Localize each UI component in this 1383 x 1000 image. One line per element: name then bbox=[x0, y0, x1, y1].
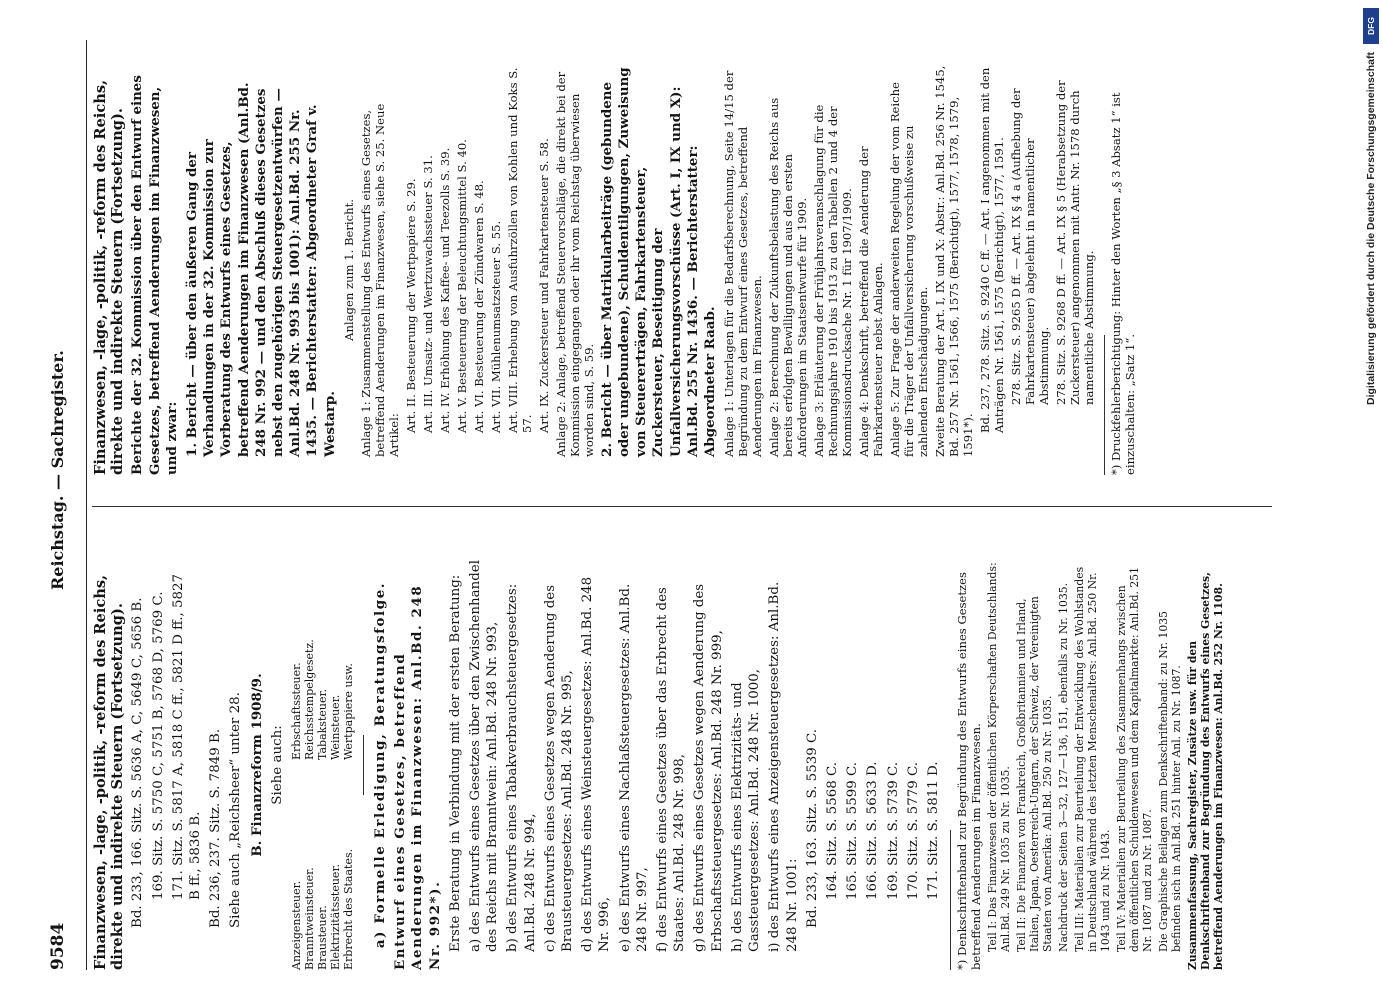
sitz-ref: 164. Sitz. S. 5568 C. bbox=[824, 761, 840, 900]
footnote-line: Teil III: Materialien zur Beurteilung der Entwicklung des Wohlstandes in Deutschland während des letzten Menschenalters: Anl.Bd. 250 Nr. 1043 und zu Nr. 1043. bbox=[1073, 566, 1113, 952]
siehe-item: Brausteuer. bbox=[316, 905, 330, 970]
list-item: b) des Entwurfs eines Tabakverbrauchsteuergesetzes: Anl.Bd. 248 Nr. 994, bbox=[505, 583, 538, 952]
sitz-ref: 170. Sitz. S. 5779 C. bbox=[905, 761, 921, 900]
section-b-heading: B. Finanzreform 1908/9. bbox=[248, 673, 265, 857]
list-item: a) des Entwurfs eines Gesetzes über den Zwischenhandel des Reichs mit Branntwein: Anl.Bd. 248 Nr. 993, bbox=[468, 560, 501, 952]
anlage-line: Art. VII. Mühlenumsatzsteuer S. 55. bbox=[488, 220, 503, 433]
footnote-line: Teil II: Die Finanzen von Frankreich, Großbritannien und Irland, Italien, Japan, Oesterreich-Ungarn, der Schweiz, der Vereinigten Staaten von Amerika: Anl.Bd. 250 zu Nr. 1035. bbox=[1015, 596, 1055, 952]
anlage-line: Anlage 3: Erläuterung der Frühjahrsveranschlagung für die Rechnungsjahre 1910 bis 1913 zu den Tabellen 2 und 4 der Kommissionsdrucksache Nr. 1 für 1907/1909. bbox=[812, 104, 855, 457]
sitz-ref: 169. Sitz. S. 5739 C. bbox=[885, 761, 901, 900]
sitz-ref: 166. Sitz. S. 5633 D. bbox=[865, 761, 881, 900]
sitz-ref: 171. Sitz. S. 5811 D. bbox=[925, 761, 941, 900]
anlage-line: Art. IV. Erhöhung des Kaffee- und Teezolls S. 39. bbox=[437, 147, 452, 433]
siehe-item: Weinsteuer. bbox=[329, 694, 343, 760]
siehe-item: Wertpapiere usw. bbox=[342, 663, 356, 760]
siehe-item: Erbschaftssteuer. bbox=[290, 662, 304, 760]
anlage-line: Anlage 2: Anlage, betreffend Steuervorschläge, die direkt bei der Kommission eingegangen oder ihr vom Reichstag überwiesen worden sind, S. 59. bbox=[553, 71, 596, 457]
page-number: 9584 bbox=[48, 922, 68, 970]
anlage-line: Art. VIII. Erhebung von Ausfuhrzöllen von Kohlen und Koks S. 57. bbox=[505, 67, 534, 433]
anlage-line: Anlage 2: Berechnung der Zukunftsbelastung des Reichs aus bereits erfolgten Bewilligungen und aus den ersten Anforderungen im Staatsentwurfe für 1909. bbox=[767, 97, 810, 457]
footnote-line: Zusammenfassung, Sachregister, Zusätze usw. für den Denkschriftenband zur Begründung des Entwurfs eines Gesetzes, betreffend Aenderungen im Finanzwesen: Anl.Bd. 252 Nr. 1108. bbox=[1186, 572, 1226, 970]
zweite-ref: 278. Sitz. S. 9268 D ff. — Art. IX § 5 (Herabsetzung der Zuckersteuer) angenommen mit Antr. Nr. 1578 durch namentliche Abstimmung. bbox=[1054, 80, 1097, 405]
right-footnote: *) Druckfehlerberichtigung: Hinter den Worten „§ 3 Absatz 1“ ist einzuschalten: „Satz 1“. bbox=[1109, 92, 1138, 475]
header-rule bbox=[86, 40, 87, 970]
bericht-1: 1. Bericht — über den äußeren Gang der Verhandlungen in der 32. Kommission zur Vorberatung des Entwurfs eines Gesetzes, betreffend Aenderungen im Finanzwesen (Anl.Bd. 248 Nr. 992 — und den Abschluß dieses Gesetzes nebst den zugehörigen Steuergesetzentwürfen — Anl.Bd. 248 Nr. 993 bis 1001): Anl.Bd. 255 Nr. 1435. — Berichterstatter: Abgeordneter Graf v. Westarp. bbox=[184, 82, 338, 457]
anlage-line: Anlage 5: Zur Frage der anderweiten Regelung der vom Reiche für die Träger der Unfallversicherung vorschußweise zu zahlenden Entschädigungen. bbox=[888, 82, 931, 457]
right-column bbox=[92, 65, 1140, 475]
anlage-line: Art. II. Besteuerung der Wertpapiere S. 29. bbox=[403, 178, 418, 433]
siehe-item: Branntweinsteuer. bbox=[303, 867, 317, 970]
left-column bbox=[92, 560, 1228, 970]
ref-line: 169. Sitz. S. 5750 C, 5751 B, 5768 D, 5769 C. bbox=[150, 591, 166, 900]
anlage-line: Art. V. Besteuerung der Beleuchtungsmittel S. 40. bbox=[454, 139, 469, 433]
dfg-logo: DFG bbox=[1363, 8, 1379, 44]
list-item: g) des Entwurfs eines Gesetzes wegen Aenderung des Erbschaftssteuergesetzes: Anl.Bd. 248 Nr. 999, bbox=[692, 583, 725, 952]
anlage-line: Art. III. Umsatz- und Wertzuwachssteuer S. 31. bbox=[420, 155, 435, 433]
footnote-intro: *) Denkschriftenband zur Begründung des Entwurfs eines Gesetzes betreffend Aenderungen im Finanzwesen. bbox=[955, 572, 984, 970]
list-item: i) des Entwurfs eines Anzeigensteuergesetzes: Anl.Bd. 248 Nr. 1001: bbox=[767, 581, 800, 952]
list-item: c) des Entwurfs eines Gesetzes wegen Aenderung des Brausteuergesetzes: Anl.Bd. 248 Nr. 995, bbox=[542, 584, 576, 952]
list-item: h) des Entwurfs eines Elektrizitäts- und Gassteuergesetzes: Anl.Bd. 248 Nr. 1000, bbox=[729, 668, 763, 952]
zweite-ref: Bd. 237, 278. Sitz. S. 9240 C ff. — Art. I angenommen mit den Anträgen Nr. 1561, 1575 (Berichtigt), 1577, 1591. bbox=[978, 67, 1007, 433]
anlage-line: Art. VI. Besteuerung der Zündwaren S. 48. bbox=[471, 180, 486, 433]
anlage-line: Anlage 4: Denkschrift, betreffend die Aenderung der Fahrkartensteuer nebst Anlagen. bbox=[857, 146, 886, 457]
siehe-item: Elektrizitätssteuer. bbox=[329, 864, 343, 970]
footnote-line: Teil IV: Materialien zur Beurteilung des Zusammenhangs zwischen dem öffentlichen Schuldenwesen und dem Kapitalmarkte: Anl.Bd. 251 Nr. 1087 und zu Nr. 1087. bbox=[1115, 567, 1155, 952]
right-heading: Finanzwesen, -lage, -politik, -reform des Reichs, direkte und indirekte Steuern (Fortsetzung). bbox=[92, 79, 127, 475]
column-divider bbox=[92, 506, 1272, 507]
siehe-item: Erbrecht des Staates. bbox=[342, 848, 356, 970]
zweite-ref: 278. Sitz. S. 9265 D ff. — Art. IX § 4 a (Aufhebung der Fahrkartensteuer) abgelehnt in namentlicher Abstimmung. bbox=[1009, 88, 1052, 405]
dfg-credit-text: Digitalisierung gefördert durch die Deutsche Forschungsgemeinschaft bbox=[1365, 52, 1377, 405]
siehe-auch: Siehe auch: bbox=[269, 725, 285, 805]
ref-line: Siehe auch „Reichsheer“ unter 28. bbox=[228, 692, 244, 928]
anlagen-title: Anlagen zum 1. Bericht. bbox=[341, 199, 356, 341]
ref-line: Bd. 233, 166. Sitz. S. 5636 A, C, 5649 C, 5656 B. bbox=[130, 597, 146, 928]
siehe-item: Anzeigensteuer. bbox=[290, 880, 304, 970]
siehe-list bbox=[290, 560, 355, 970]
section-divider bbox=[363, 735, 364, 795]
sitz-ref: Bd. 233, 163. Sitz. S. 5539 C. bbox=[804, 728, 820, 928]
running-title: Reichstag. — Sachregister. bbox=[48, 350, 67, 590]
page-header bbox=[40, 40, 80, 970]
siehe-item: Reichsstempelgesetz. bbox=[303, 639, 317, 760]
bericht-2: 2. Bericht — über Matrikularbeiträge (gebundene oder ungebundene), Schuldentilgungen, Zuweisung von Steuererträgen, Fahrkartensteuer, Zuckersteuer, Beseitigung der Unfallversicherungsvorschüsse (Art. I, IX und X): Anl.Bd. 255 Nr. 1436. — Berichterstatter: Abgeordneter Raab. bbox=[598, 67, 719, 457]
footnote-rule bbox=[1104, 335, 1105, 475]
footnote-line: Nachdruck der Seiten 3—32, 127—136, 151, ebenfalls zu Nr. 1035. bbox=[1057, 582, 1071, 952]
section-a-heading: a) Formelle Erledigung, Beratungsfolge. bbox=[372, 581, 389, 949]
ref-line: 171. Sitz. S. 5817 A, 5818 C ff., 5821 D ff., 5827 B ff., 5836 B. bbox=[170, 573, 204, 900]
sitz-ref: 165. Sitz. S. 5599 C. bbox=[845, 761, 861, 900]
anlage-line: Anlage 1: Zusammenstellung des Entwurfs eines Gesetzes, betreffend Aenderungen im Finanzwesen, siehe S. 25. Neue Artikel: bbox=[358, 103, 401, 457]
footnote-line: Die Graphische Beilagen zum Denkschriftenband: zu Nr. 1035 befinden sich in Anl.Bd. 251 hinter Anl. zu Nr. 1087. bbox=[1157, 611, 1184, 952]
entwurf-title: Entwurf eines Gesetzes, betreffend Aenderungen im Finanzwesen: Anl.Bd. 248 Nr. 992*). bbox=[392, 584, 443, 970]
footnote-rule bbox=[950, 830, 951, 970]
dfg-credit bbox=[1365, 6, 1379, 996]
list-item: f) des Entwurfs eines Gesetzes über das Erbrecht des Staates: Anl.Bd. 248 Nr. 998, bbox=[655, 587, 688, 952]
ref-line: Bd. 236, 237. Sitz. S. 7849 B. bbox=[208, 728, 224, 928]
footnote-line: Teil I: Das Finanzwesen der öffentlichen Körperschaften Deutschlands: Anl.Bd. 249 Nr. 1035 zu Nr. 1035. bbox=[986, 562, 1013, 952]
anlage-line: Art. IX. Zuckersteuer und Fahrkartensteuer S. 58. bbox=[536, 138, 551, 433]
anlage-line: Anlage 1: Unterlagen für die Bedarfsberechnung, Seite 14/15 der Begründung zu dem Entwurf eines Gesetzes, betreffend Aenderungen im Finanzwesen. bbox=[722, 70, 765, 457]
list-item: d) des Entwurfs eines Weinsteuergesetzes: Anl.Bd. 248 Nr. 996, bbox=[580, 576, 613, 952]
list-item: e) des Entwurfs eines Nachlaßsteuergesetzes: Anl.Bd. 248 Nr. 997, bbox=[617, 583, 650, 952]
berichte-intro: Berichte der 32. Kommission über den Entwurf eines Gesetzes, betreffend Aenderungen im Finanzwesen, und zwar: bbox=[129, 75, 180, 475]
zweite-beratung: Zweite Beratung der Art. I, IX und X: Abstr.: Anl.Bd. 256 Nr. 1545, Bd. 257 Nr. 1561, 1566, 1575 (Berichtigt), 1577, 1578, 1579, 1591*). bbox=[933, 65, 976, 457]
left-heading: Finanzwesen, -lage, -politik, -reform des Reichs, direkte und indirekte Steuern (Fortsetzung). bbox=[92, 574, 127, 970]
erste-beratung: Erste Beratung in Verbindung mit der ersten Beratung: bbox=[447, 574, 463, 952]
siehe-item: Tabaksteuer. bbox=[316, 688, 330, 760]
